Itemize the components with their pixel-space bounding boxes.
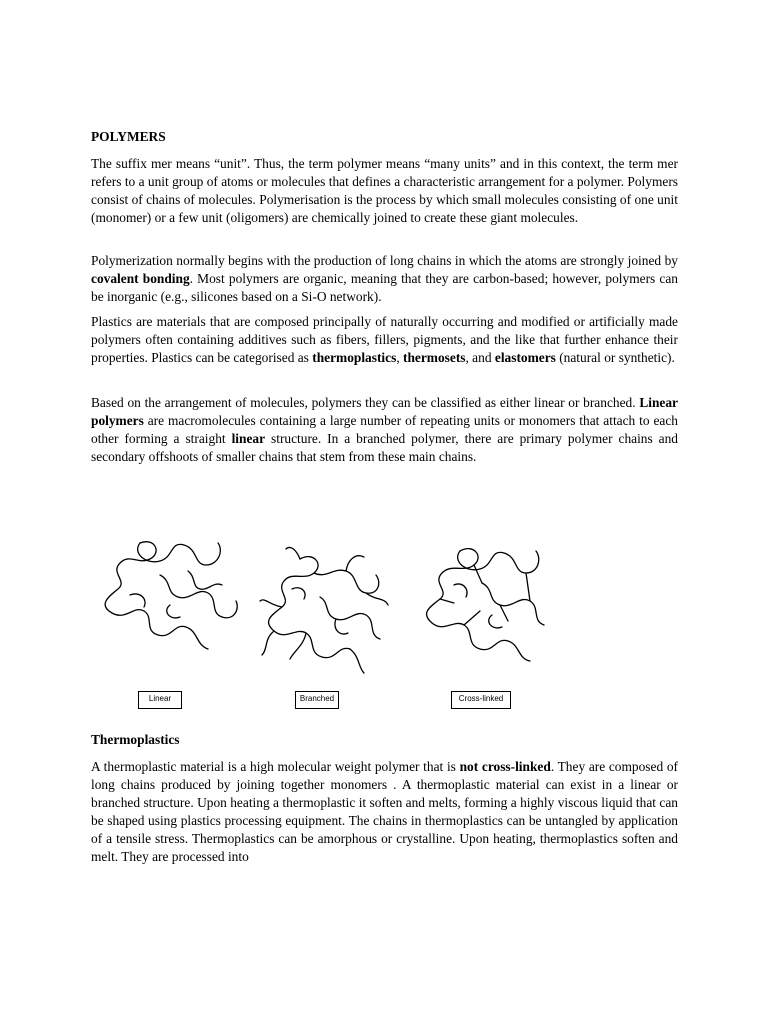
term-linear: linear	[231, 431, 266, 447]
term-linear-polymers: Linear polymers	[91, 395, 678, 429]
paragraph-arrangement	[91, 394, 678, 466]
paragraph-plastics-sep-2: , and	[465, 350, 495, 366]
page-title: POLYMERS	[91, 129, 166, 144]
paragraph-polymerization	[91, 252, 678, 306]
label-cross-linked: Cross-linked	[451, 691, 511, 709]
paragraph-intro	[91, 155, 678, 227]
term-thermosets: thermosets	[403, 350, 466, 366]
branched-polymer-drawing	[260, 547, 388, 673]
label-linear: Linear	[138, 691, 182, 709]
polymer-structure-figure	[100, 535, 560, 720]
paragraph-plastics-text-1: Plastics are materials that are composed principally of naturally occurring and modified or artificially made polymers often containing additives such as fibers, fillers, pigments, and the like that further enhance their properties. Plastics can be categorised as	[91, 314, 678, 366]
section-heading-thermoplastics: Thermoplastics	[91, 732, 180, 747]
paragraph-thermoplastics-text-2: . They are composed of long chains produced by joining together monomers . A thermoplastic material can exist in a linear or branched structure. Upon heating a thermoplastic it soften and melts, forming a highly viscous liquid that can be shaped using plastics processing equipment. The chains in thermoplastics can be untangled by application of a tensile stress. Thermoplastics can be amorphous or crystalline. Upon heating, thermoplastics soften and melt. They are processed into	[91, 759, 679, 865]
paragraph-intro-text: The suffix mer means “unit”. Thus, the term polymer means “many units” and in this context, the term mer refers to a unit group of atoms or molecules that defines a characteristic arrangement for a polymer. Polymers consist of chains of molecules. Polymerisation is the process by which small molecules consisting of one unit (monomer) or a few unit (oligomers) are chemically joined to create these giant molecules.	[91, 156, 678, 226]
paragraph-plastics	[91, 313, 678, 367]
paragraph-arrangement-text-2: are macromolecules containing a large number of repeating units or monomers that attach to each other forming a straight	[91, 413, 678, 447]
term-thermoplastics: thermoplastics	[312, 350, 397, 366]
paragraph-thermoplastics	[91, 758, 678, 867]
paragraph-arrangement-text-3: structure. In a branched polymer, there are primary polymer chains and secondary offshoots of smaller chains that stem from these main chains.	[91, 431, 678, 465]
crosslinked-polymer-drawing	[427, 549, 544, 661]
linear-polymer-drawing	[105, 542, 237, 649]
paragraph-plastics-text-2: (natural or synthetic).	[555, 350, 675, 366]
term-covalent-bonding: covalent bonding	[91, 271, 190, 287]
term-not-cross-linked: not cross-linked	[459, 759, 551, 774]
paragraph-polymerization-text-1: Polymerization normally begins with the production of long chains in which the atoms are strongly joined by	[91, 253, 678, 268]
paragraph-arrangement-text-1: Based on the arrangement of molecules, polymers they can be classified as either linear or branched.	[91, 395, 640, 410]
label-branched: Branched	[295, 691, 339, 709]
paragraph-polymerization-text-2: . Most polymers are organic, meaning that they are carbon-based; however, polymers can be inorganic (e.g., silicones based on a Si-O network).	[91, 271, 678, 305]
paragraph-plastics-sep-1: ,	[396, 350, 404, 366]
term-elastomers: elastomers	[494, 350, 556, 366]
paragraph-thermoplastics-text-1: A thermoplastic material is a high molecular weight polymer that is	[91, 759, 460, 774]
